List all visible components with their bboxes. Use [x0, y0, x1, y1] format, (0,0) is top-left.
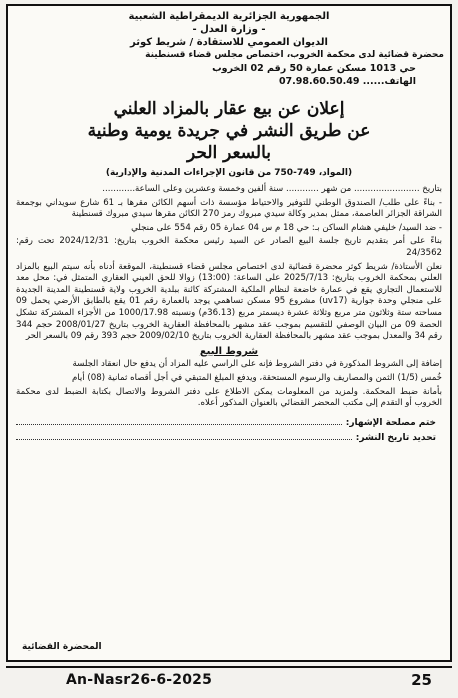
condition-2: خُمس (1/5) الثمن والمصاريف والرسوم المستحقة، ويدفع المبلغ المتبقي في أجل أقصاه ثمانية (08) أيام: [71, 372, 442, 383]
newspaper-issue: [66, 672, 212, 688]
conditions-title: شروط البيع: [199, 345, 259, 357]
auction-notice: [6, 4, 452, 662]
headline-line-1: إعلان عن بيع عقار بالمزاد العلني: [113, 99, 345, 119]
office-name: الديوان العمومي للاستقادة / شريط كوثر: [130, 37, 328, 48]
property-paragraph: نعلن الأستاذة/ شريط كوثر محضرة قضائية لدى اختصاص مجلس قضاء قسنطينة، الموقعة أدناه بأنه سيتم البيع بالمزاد العلني بمحكمة الخروب بتاريخ: 2025/7/13 على الساعة: (13:00) زوالا للحق العيني العقاري المتمثل في: محل معد للاستعمال التجاري يقع في عمارة خاضعة لنظام الملكية المشتركة كائنة ببلدية الخروب ولاية قسنطينة المدينة الجديدة على منجلي وحدة جوارية (uv17) مشروع 95 مسكن تساهمي يوجد بالعمارة رقم 01 يقع بالطابق الأرضي يحمل 09 مساحته ستة وثلاثون متر مربع وثلاثة عشرة ديسمتر مربع (36.13م) ونسبته 1000/17.98 من الأجزاء المشتركة تشكل الحصة 09 من البيان الوصفي للتقسيم بموجب عقد مشهر بالمحافظة العقارية الخروب بتاريخ 2008/01/27 حجم 344 رقم 34 والمعدل بموجب عقد مشهر بالمحافظة العقارية الخروب بتاريخ 2009/02/10 حجم 393 رقم 09 بالسعر الحر: [16, 261, 442, 342]
date-field: [16, 431, 436, 446]
notice-header: [8, 6, 450, 88]
debtor-paragraph: - ضد السيد/ خليفي هشام الساكن بـ: حي 18 م س 04 عمارة 05 رقم 554 على منجلي: [131, 222, 442, 233]
republic-title: الجمهورية الجزائرية الديمقراطية الشعبية: [128, 11, 330, 22]
date-dotted-line: [16, 431, 352, 440]
issue-date: 26-6-2025: [130, 672, 213, 688]
headline-line-3: بالسعر الحر: [186, 143, 271, 163]
requester-paragraph: - بناءً على طلب/ الصندوق الوطني للتوفير والاحتياط مؤسسة ذات أسهم الكائن مقرها بـ 61 شارع سويداني بوجمعة الشراقة الجزائر العاصمة، ممثل بمدير وكالة سيدي مبروك رمز 270 الكائن مقرها سيدي مبروك قسنطينة: [16, 197, 442, 220]
stamp-dotted-line: [16, 416, 342, 425]
condition-3: بأمانة ضبط المحكمة. ولمزيد من المعلومات يمكن الاطلاع على دفتر الشروط والاتصال بكتابة الضبط لدى محكمة الخروب أو التقدم إلى مكتب المحضر القضائي بالعنوان المذكور أعلاه.: [16, 386, 442, 409]
bailiff-title: محضرة قضائية لدى محكمة الخروب، اختصاص مجلس قضاء قسنطينة: [145, 50, 444, 60]
headline-line-2: عن طريق النشر في جريدة يومية وطنية: [87, 121, 371, 141]
phone-line: [14, 75, 444, 88]
publication-fields: [8, 412, 450, 446]
stamp-label: ختم مصلحة الإشهار:: [345, 417, 436, 428]
newspaper-name: An-Nasr: [66, 672, 131, 688]
page-number: 25: [411, 671, 432, 689]
bailiff-signature: المحضرة القضائية: [22, 642, 102, 652]
condition-1: إضافة إلى الشروط المذكورة في دفتر الشروط فإنه على الراسي عليه المزاد أن يدفع حال انعقاد الجلسة: [72, 359, 442, 370]
legal-reference: (المواد، 749-750 من قانون الإجراءات المدنية والإدارية): [105, 168, 353, 178]
issue-footer: [6, 666, 452, 692]
ministry-title: - وزارة العدل -: [192, 24, 266, 35]
office-address: حي 1013 مسكن عمارة 50 رقم 02 الخروب: [212, 63, 416, 74]
date-label: تحديد تاريخ النشر:: [355, 432, 436, 443]
date-line: بتاريخ ........................ من شهر ............ سنة ألفين وخمسة وعشرين وعلى الساعة............: [102, 184, 442, 194]
notice-body: [8, 178, 450, 410]
court-order-paragraph: بناءً على أمر بتقديم تاريخ جلسة البيع الصادر عن السيد رئيس محكمة الخروب بتاريخ: 2024/12/31 تحت رقم: 24/3562: [16, 236, 442, 258]
phone-number: 07.98.60.50.49: [278, 76, 360, 87]
phone-label: الهاتف......: [362, 76, 416, 87]
stamp-field: [16, 416, 436, 431]
notice-headline: [8, 98, 450, 164]
